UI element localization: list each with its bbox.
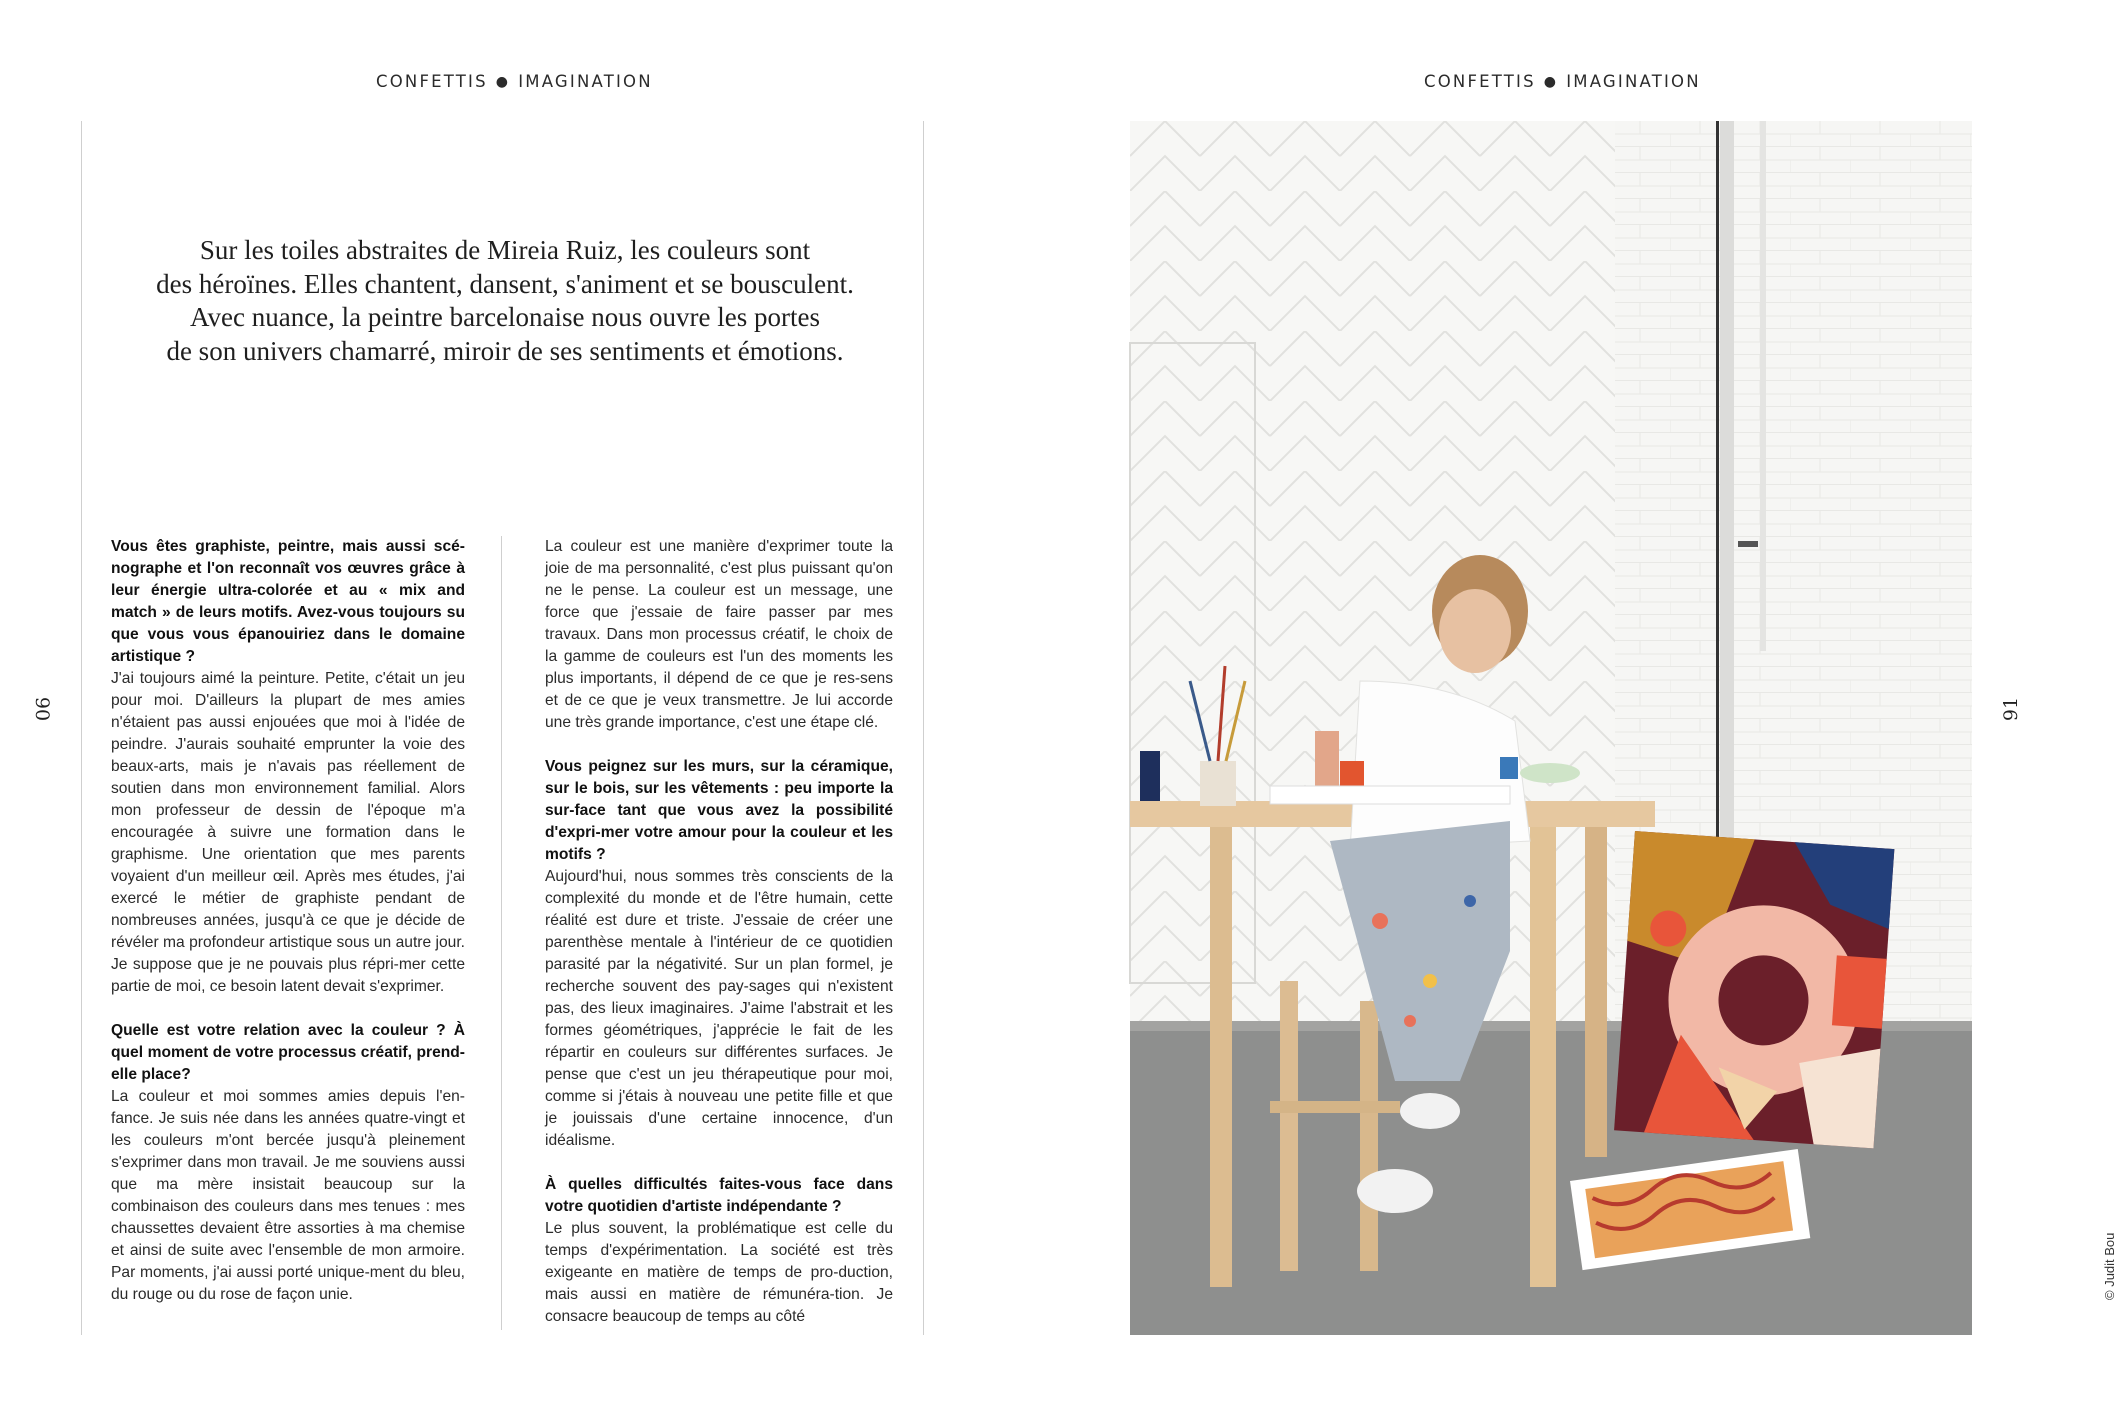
interview-question: Vous êtes graphiste, peintre, mais aussi scé-nographe et l'on reconnaît vos œuvres grâce à leur énergie ultra-colorée et au « mix and match » de leurs motifs. Avez-vous toujours su que vous vous épanouiriez dans le domaine artistique ? bbox=[111, 538, 465, 665]
running-head-subsection: IMAGINATION bbox=[518, 72, 653, 91]
separator-dot: ● bbox=[1543, 74, 1559, 90]
intro-line: Avec nuance, la peintre barcelonaise nous ouvre les portes bbox=[190, 302, 820, 332]
interview-question: Quelle est votre relation avec la couleur ? À quel moment de votre processus créatif, prend-elle place? bbox=[111, 1022, 465, 1083]
interview-answer: Aujourd'hui, nous sommes très conscients de la complexité du monde et de l'être humain, cette réalité est dure et triste. J'essaie de créer une parenthèse mentale à l'intérieur de ce quotidien parasité par la négativité. Sur un plan formel, je recherche souvent des pay-sages qui n'existent pas, des lieux imaginaires. J'aime l'abstrait et les formes géométriques, j'apprécie le fait de les répartir en couleurs sur différentes surfaces. Je pense que c'est un jeu thérapeutique pour moi, comme si j'étais à nouveau une petite fille et que je jouissais d'une certaine innocence, d'un idéalisme. bbox=[545, 868, 893, 1149]
interview-answer: Le plus souvent, la problématique est celle du temps d'expérimentation. La société est très exigeante en matière de temps de pro-duction, mais aussi en matière de rémunéra-tion. Je consacre beaucoup de temps au côté bbox=[545, 1220, 893, 1325]
artist-studio-photo bbox=[1130, 121, 1972, 1335]
interview-answer: La couleur et moi sommes amies depuis l'en-fance. Je suis née dans les années quatre-vingt et les couleurs m'ont bercée jusqu'à pleinement s'exprimer dans mon travail. Je me souviens aussi que ma mère insistait beaucoup sur la combinaison des couleurs dans mes tenues : mes chaussettes devaient être assorties à ma chemise et ainsi de suite avec l'ensemble de mon armoire. Par moments, j'ai aussi porté unique-ment du bleu, du rouge ou du rose de façon unie. bbox=[111, 1088, 465, 1303]
gutter-rule bbox=[923, 121, 924, 1335]
intro-line: Sur les toiles abstraites de Mireia Ruiz, les couleurs sont bbox=[199, 235, 811, 265]
interview-answer: J'ai toujours aimé la peinture. Petite, c'était un jeu pour moi. D'ailleurs la plupart de mes amies n'étaient pas aussi enjouées que moi à l'idée de peindre. J'aurais souhaité emprunter la voie des beaux-arts, mais je n'avais pas réellement de soutien dans mon environnement familial. Alors mon professeur de dessin de l'époque m'a encouragée à suivre une formation dans le graphisme. Une orientation que mes parents voyaient d'un meilleur œil. Après mes études, j'ai exercé le métier de graphiste pendant de nombreuses années, jusqu'à ce que je décide de révéler ma profondeur artistique sous un autre jour. Je suppose que je ne pouvais plus répri-mer cette partie de moi, ce besoin latent devait s'exprimer. bbox=[111, 670, 465, 995]
left-page bbox=[0, 0, 1024, 1427]
running-head-subsection: IMAGINATION bbox=[1566, 72, 1701, 91]
intro-line: de son univers chamarré, miroir de ses sentiments et émotions. bbox=[166, 335, 844, 366]
left-margin-rule bbox=[81, 121, 82, 1335]
right-page bbox=[1024, 0, 2117, 1427]
separator-dot: ● bbox=[495, 74, 511, 90]
running-head bbox=[1424, 72, 1701, 91]
running-head bbox=[376, 72, 653, 91]
text-column-2 bbox=[545, 536, 893, 1324]
interview-question: Vous peignez sur les murs, sur la céramique, sur le bois, sur les vêtements : peu importe la sur-face tant que vous avez la possibilité d'expri-mer votre amour pour la couleur et les motifs ? bbox=[545, 758, 893, 863]
intro-standfirst bbox=[120, 234, 890, 368]
page-number: 90 bbox=[31, 696, 54, 722]
photo-credit: © Judit Bou bbox=[2102, 1232, 2117, 1300]
page-number: 91 bbox=[2000, 696, 2023, 722]
running-head-section: CONFETTIS bbox=[1424, 72, 1536, 91]
running-head-section: CONFETTIS bbox=[376, 72, 488, 91]
column-divider bbox=[501, 536, 502, 1330]
intro-line: des héroïnes. Elles chantent, dansent, s'animent et se bousculent. bbox=[156, 268, 854, 299]
interview-answer: La couleur est une manière d'exprimer toute la joie de ma personnalité, c'est plus puissant qu'on ne le pense. La couleur est un message, une force que j'essaie de faire passer par mes travaux. Dans mon processus créatif, le choix de la gamme de couleurs est l'un des moments les plus importants, il dépend de ce que je res-sens et de ce que je veux transmettre. Je lui accorde une très grande importance, c'est une étape clé. bbox=[545, 538, 893, 731]
text-column-1 bbox=[111, 536, 465, 1306]
interview-question: À quelles difficultés faites-vous face dans votre quotidien d'artiste indépendante ? bbox=[545, 1176, 893, 1215]
